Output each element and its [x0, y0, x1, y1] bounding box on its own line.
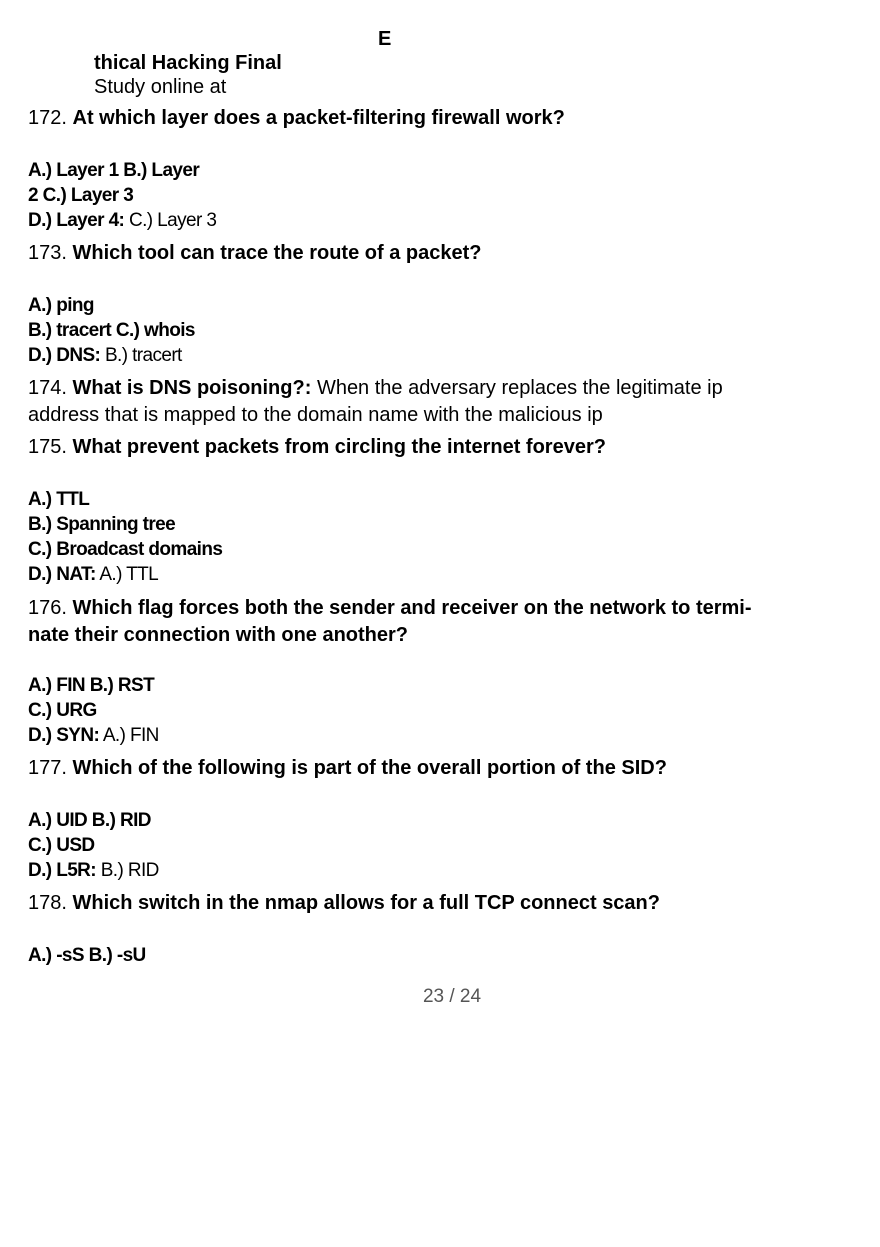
- question-continuation: nate their connection with one another?: [28, 624, 409, 646]
- question-number: 174.: [28, 377, 67, 399]
- option-line: C.) URG: [28, 700, 97, 721]
- answer-text: B.) RID: [100, 860, 159, 881]
- option-line: A.) FIN B.) RST: [28, 675, 155, 696]
- answer-continuation: address that is mapped to the domain name with the malicious ip: [28, 404, 603, 426]
- question-text: What is DNS poisoning?:: [72, 377, 312, 399]
- question-175: [28, 434, 606, 460]
- option-line: D.) DNS: B.) tracert: [28, 345, 182, 366]
- question-text: Which tool can trace the route of a packet?: [72, 242, 482, 264]
- question-number: 177.: [28, 757, 67, 779]
- header-letter: E: [378, 28, 392, 50]
- option-line: B.) tracert C.) whois: [28, 320, 195, 341]
- question-text: Which switch in the nmap allows for a full TCP connect scan?: [72, 892, 660, 914]
- option-line: 2 C.) Layer 3: [28, 185, 134, 206]
- study-online-text: Study online at: [94, 76, 227, 98]
- question-text: What prevent packets from circling the internet forever?: [72, 436, 606, 458]
- question-178: [28, 890, 660, 916]
- option-line: A.) -sS B.) -sU: [28, 945, 146, 966]
- option-line: C.) USD: [28, 835, 95, 856]
- question-number: 176.: [28, 597, 67, 619]
- option-line: A.) ping: [28, 295, 94, 316]
- document-title: thical Hacking Final: [94, 52, 282, 74]
- question-172: [28, 105, 565, 131]
- question-176: [28, 595, 752, 621]
- question-177: [28, 755, 667, 781]
- option-line: A.) Layer 1 B.) Layer: [28, 160, 200, 181]
- option-line: C.) Broadcast domains: [28, 539, 223, 560]
- question-number: 175.: [28, 436, 67, 458]
- answer-text: When the adversary replaces the legitimate ip: [316, 377, 723, 399]
- option-line: B.) Spanning tree: [28, 514, 176, 535]
- option-line: D.) L5R: B.) RID: [28, 860, 159, 881]
- question-number: 173.: [28, 242, 67, 264]
- option-line: A.) TTL: [28, 489, 90, 510]
- answer-text: B.) tracert: [104, 345, 182, 366]
- question-number: 172.: [28, 107, 67, 129]
- question-text: Which flag forces both the sender and receiver on the network to termi-: [72, 597, 752, 619]
- page-number: 23 / 24: [422, 986, 482, 1007]
- question-174: [28, 375, 723, 401]
- option-line: A.) UID B.) RID: [28, 810, 151, 831]
- question-173: [28, 240, 481, 266]
- question-text: Which of the following is part of the overall portion of the SID?: [72, 757, 667, 779]
- option-line: D.) NAT: A.) TTL: [28, 564, 159, 585]
- option-line: D.) Layer 4: C.) Layer 3: [28, 210, 217, 231]
- question-number: 178.: [28, 892, 67, 914]
- option-line: D.) SYN: A.) FIN: [28, 725, 159, 746]
- question-text: At which layer does a packet-filtering firewall work?: [72, 107, 565, 129]
- answer-text: C.) Layer 3: [128, 210, 217, 231]
- answer-text: A.) TTL: [99, 564, 159, 585]
- answer-text: A.) FIN: [102, 725, 159, 746]
